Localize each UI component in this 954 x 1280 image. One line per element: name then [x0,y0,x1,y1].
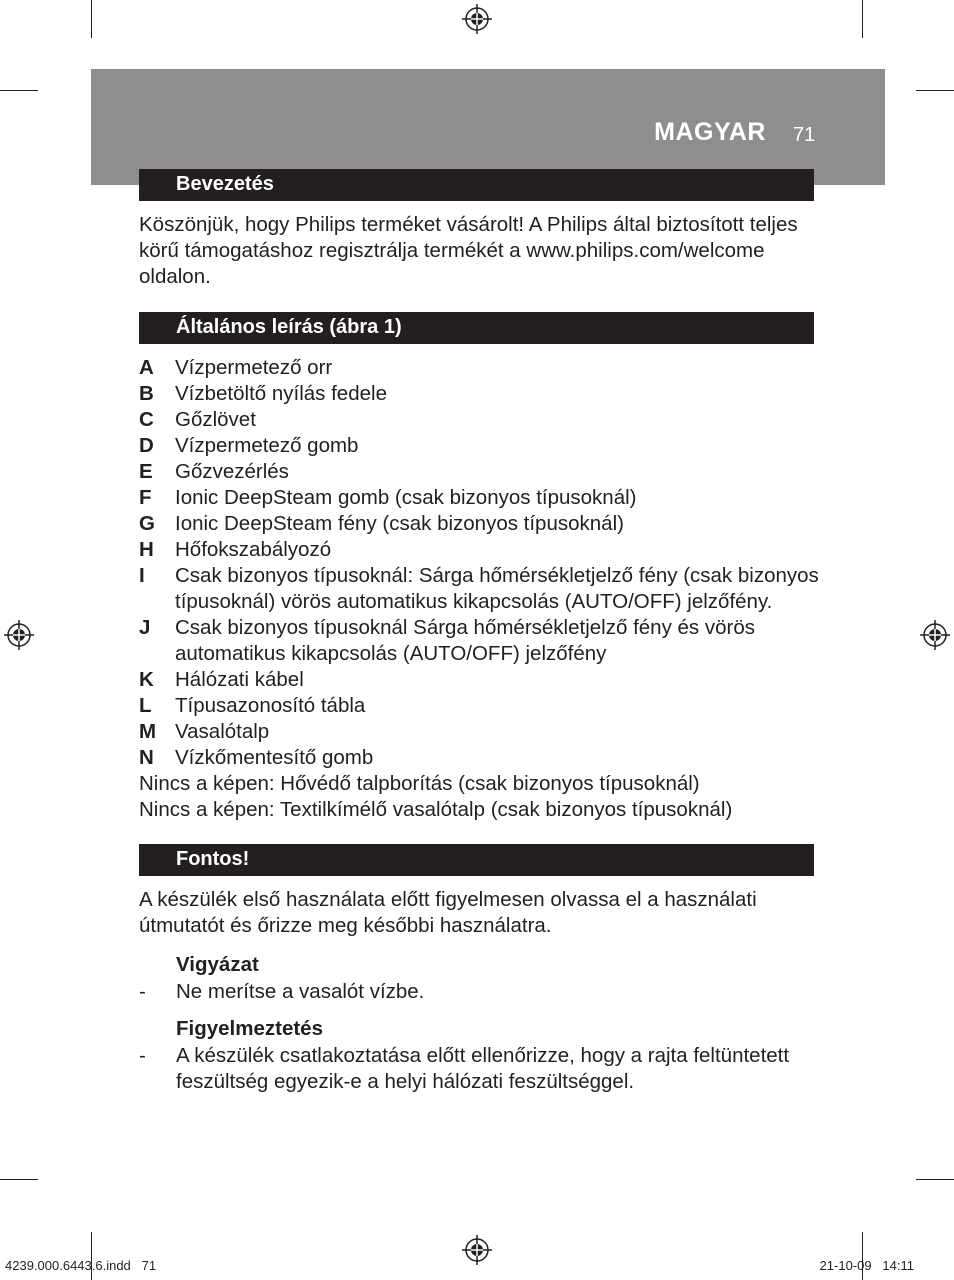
language-label: MAGYAR [654,118,766,146]
important-paragraph: A készülék első használata előtt figyelmesen olvassa el a használati útmutatót és őrizze meg későbbi használatra. [139,888,757,937]
item-letter: H [139,538,154,561]
item-text: Vízkőmentesítő gomb [175,746,374,769]
date-slug: 21-10-09 14:11 [819,1258,914,1273]
warning-item-text: A készülék csatlakoztatása előtt ellenőrizze, hogy a rajta feltüntetett feszültség egyezik-e a helyi hálózati feszültséggel. [176,1044,790,1093]
crop-mark [91,0,92,38]
item-text: Hálózati kábel [175,668,304,691]
item-letter: A [139,356,154,379]
dash-bullet: - [139,1044,146,1067]
registration-mark-icon [920,620,950,650]
list-item [139,485,829,511]
item-letter: K [139,668,154,691]
registration-mark-icon [462,4,492,34]
item-letter: E [139,460,153,483]
section-bar-intro [139,169,814,201]
crop-mark [0,1179,38,1180]
list-item [139,459,829,485]
crop-mark [0,90,38,91]
list-item [139,433,829,459]
not-shown-note: Nincs a képen: Hővédő talpborítás (csak bizonyos típusoknál) [139,772,700,795]
list-item [139,719,829,745]
item-text: Csak bizonyos típusoknál Sárga hőmérsékletjelző fény és vörös automatikus kikapcsolás (AUTO/OFF) jelzőfény [175,616,755,665]
list-item [139,537,829,563]
list-item [139,407,829,433]
intro-paragraph: Köszönjük, hogy Philips terméket vásárolt! A Philips által biztosított teljes körű támogatáshoz regisztrálja termékét a www.philips.com/welcome oldalon. [139,213,798,288]
item-letter: G [139,512,155,535]
item-text: Ionic DeepSteam gomb (csak bizonyos típusoknál) [175,486,637,509]
list-item [139,355,829,381]
item-letter: B [139,382,154,405]
page-number: 71 [793,124,816,146]
item-text: Típusazonosító tábla [175,694,366,717]
section-bar-general [139,312,814,344]
item-letter: D [139,434,154,457]
parts-list [139,355,829,823]
item-text: Csak bizonyos típusoknál: Sárga hőmérsékletjelző fény (csak bizonyos típusoknál) vörös automatikus kikapcsolás (AUTO/OFF) jelzőfény. [175,564,819,613]
item-text: Vízpermetező gomb [175,434,359,457]
list-item [139,615,829,667]
item-letter: N [139,746,154,769]
caution-item [139,979,819,1005]
dash-bullet: - [139,980,146,1003]
warning-item [139,1043,819,1095]
item-text: Vasalótalp [175,720,270,743]
warning-heading: Figyelmeztetés [176,1017,323,1040]
list-item [139,693,829,719]
item-letter: I [139,564,145,587]
file-slug: 4239.000.6443.6.indd 71 [5,1258,157,1273]
crop-mark [916,90,954,91]
list-item [139,667,829,693]
registration-mark-icon [462,1235,492,1265]
item-text: Vízbetöltő nyílás fedele [175,382,387,405]
section-title-intro: Bevezetés [176,173,274,195]
item-letter: M [139,720,157,743]
item-letter: F [139,486,152,509]
list-item [139,745,829,771]
item-text: Hőfokszabályozó [175,538,332,561]
not-shown-note: Nincs a képen: Textilkímélő vasalótalp (csak bizonyos típusoknál) [139,798,733,821]
caution-item-text: Ne merítse a vasalót vízbe. [176,980,425,1003]
crop-mark [916,1179,954,1180]
list-item [139,381,829,407]
item-letter: J [139,616,151,639]
caution-heading: Vigyázat [176,953,259,976]
item-text: Gőzvezérlés [175,460,289,483]
section-title-general: Általános leírás (ábra 1) [176,316,402,338]
item-text: Ionic DeepSteam fény (csak bizonyos típusoknál) [175,512,624,535]
list-item [139,511,829,537]
item-letter: C [139,408,154,431]
section-bar-important [139,844,814,876]
section-title-important: Fontos! [176,848,250,870]
registration-mark-icon [4,620,34,650]
item-letter: L [139,694,152,717]
crop-mark [862,0,863,38]
item-text: Gőzlövet [175,408,256,431]
item-text: Vízpermetező orr [175,356,333,379]
list-item [139,563,829,615]
